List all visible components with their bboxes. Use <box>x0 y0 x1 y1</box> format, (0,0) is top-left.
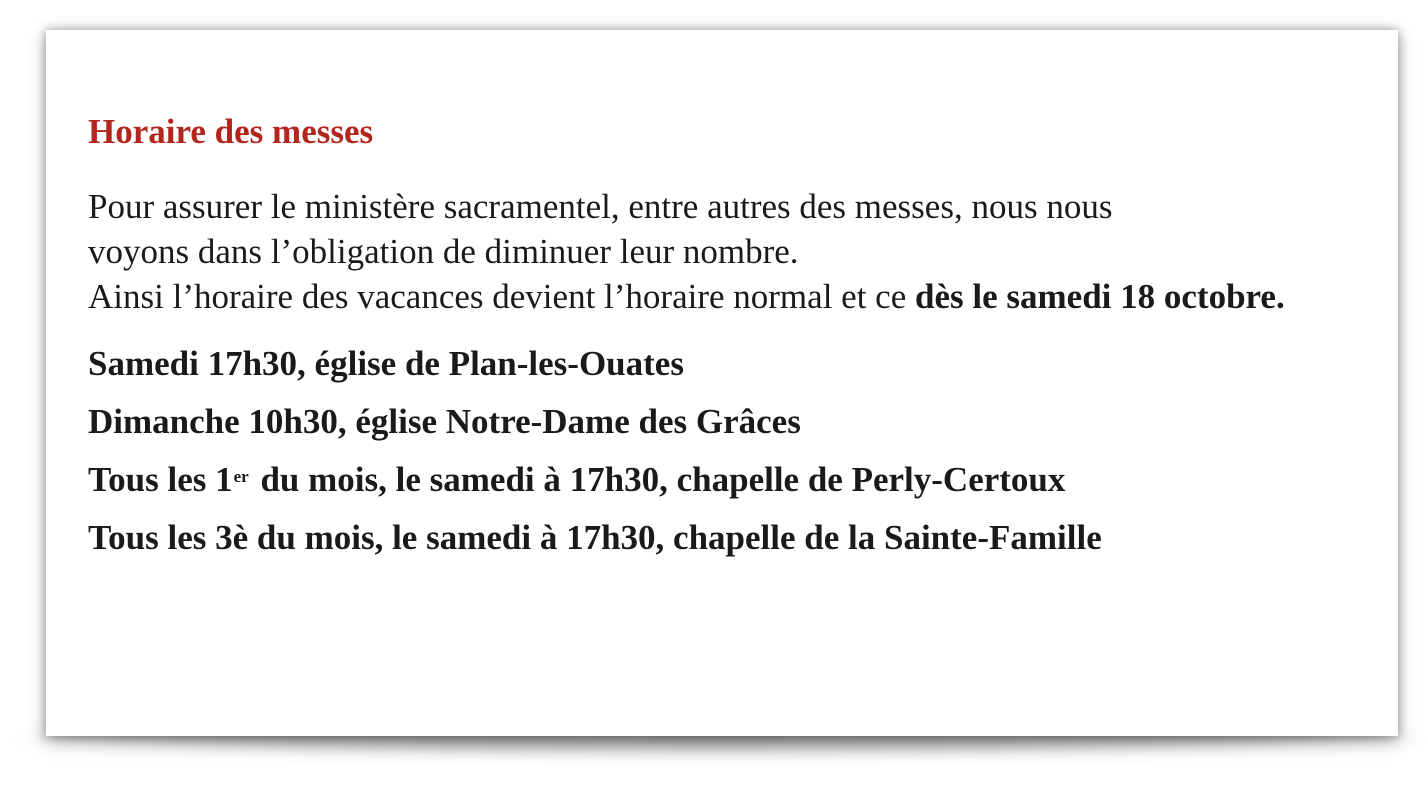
intro-line-3-text: Ainsi l’horaire des vacances devient l’horaire normal et ce <box>88 277 915 316</box>
schedule-first-superscript: er <box>233 467 249 486</box>
schedule-first-prefix: Tous les 1 <box>88 460 233 499</box>
schedule-item-third-of-month: Tous les 3è du mois, le samedi à 17h30, chapelle de la Sainte-Famille <box>88 518 1102 557</box>
intro-line-3 <box>88 274 1328 319</box>
document-card <box>46 30 1398 736</box>
schedule-item-saturday: Samedi 17h30, église de Plan-les-Ouates <box>88 344 684 383</box>
intro-date-emphasis: dès le samedi 18 octobre. <box>915 277 1285 316</box>
intro-paragraph <box>88 184 1328 319</box>
schedule-item-sunday: Dimanche 10h30, église Notre-Dame des Grâces <box>88 402 801 441</box>
page-title: Horaire des messes <box>88 112 374 151</box>
schedule-item-first-of-month <box>88 451 1328 509</box>
mass-schedule <box>88 335 1328 567</box>
intro-line-1: Pour assurer le ministère sacramentel, entre autres des messes, nous nous <box>88 187 1113 226</box>
intro-line-2: voyons dans l’obligation de diminuer leur nombre. <box>88 232 799 271</box>
document-content <box>88 112 1328 567</box>
schedule-first-suffix: du mois, le samedi à 17h30, chapelle de Perly-Certoux <box>251 460 1066 499</box>
